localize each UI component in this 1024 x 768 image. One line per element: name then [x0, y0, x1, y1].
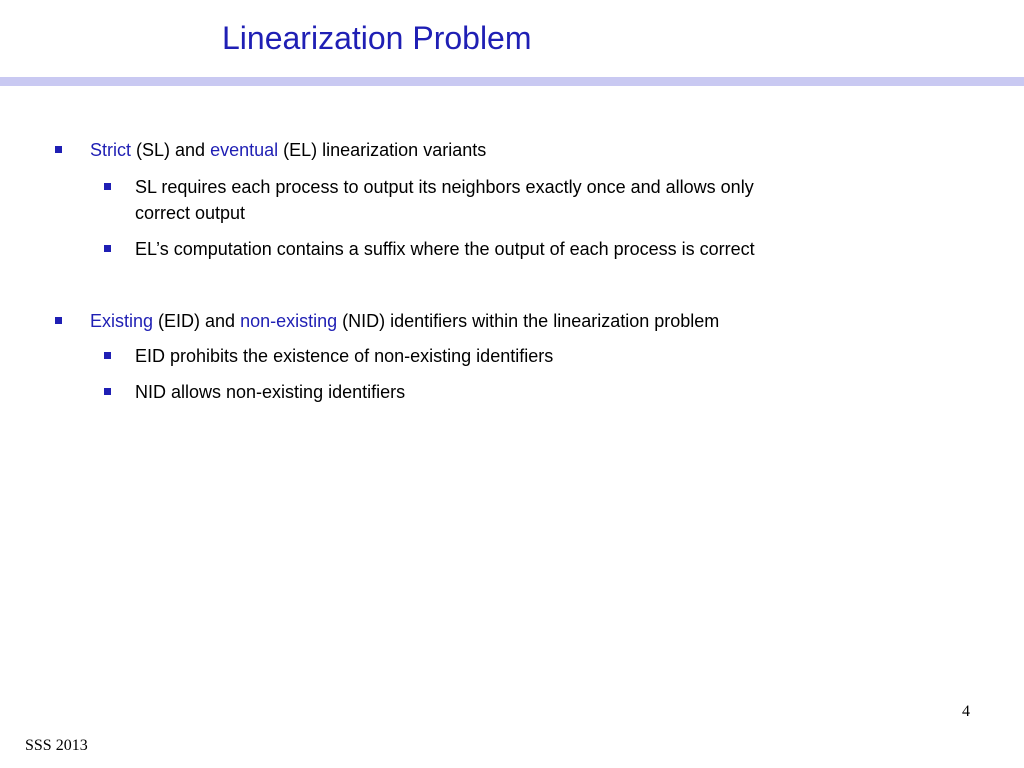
bullet-text: (EID) and — [153, 311, 241, 331]
sub-bullet-el: EL’s computation contains a suffix where the output of each process is correct — [135, 239, 755, 259]
sub-bullet-nid: NID allows non-existing identifiers — [135, 382, 406, 402]
keyword-strict: Strict — [90, 140, 132, 160]
sub-bullet-marker — [104, 245, 111, 252]
bullet-existing-nonexisting — [90, 308, 719, 334]
keyword-non-existing: non-existing — [240, 311, 338, 331]
bullet-strict-eventual — [90, 137, 486, 163]
sub-bullet-eid: EID prohibits the existence of non-existing identifiers — [135, 346, 554, 366]
sub-bullet-marker — [104, 183, 111, 190]
bullet-text: (SL) and — [131, 140, 211, 160]
sub-bullet-sl-continued: correct output — [135, 203, 246, 223]
sub-bullet-sl: SL requires each process to output its neighbors exactly once and allows only — [135, 177, 754, 197]
sub-bullet-marker — [104, 388, 111, 395]
sub-bullet-marker — [104, 352, 111, 359]
page-number: 4 — [962, 703, 970, 720]
bullet-text: (NID) identifiers within the linearization problem — [337, 311, 720, 331]
keyword-existing: Existing — [90, 311, 154, 331]
bullet-text: (EL) linearization variants — [278, 140, 487, 160]
title-divider — [0, 77, 1024, 86]
bullet-marker — [55, 317, 62, 324]
footer-conference: SSS 2013 — [25, 737, 88, 754]
keyword-eventual: eventual — [210, 140, 279, 160]
slide-title: Linearization Problem — [222, 20, 532, 56]
bullet-marker — [55, 146, 62, 153]
